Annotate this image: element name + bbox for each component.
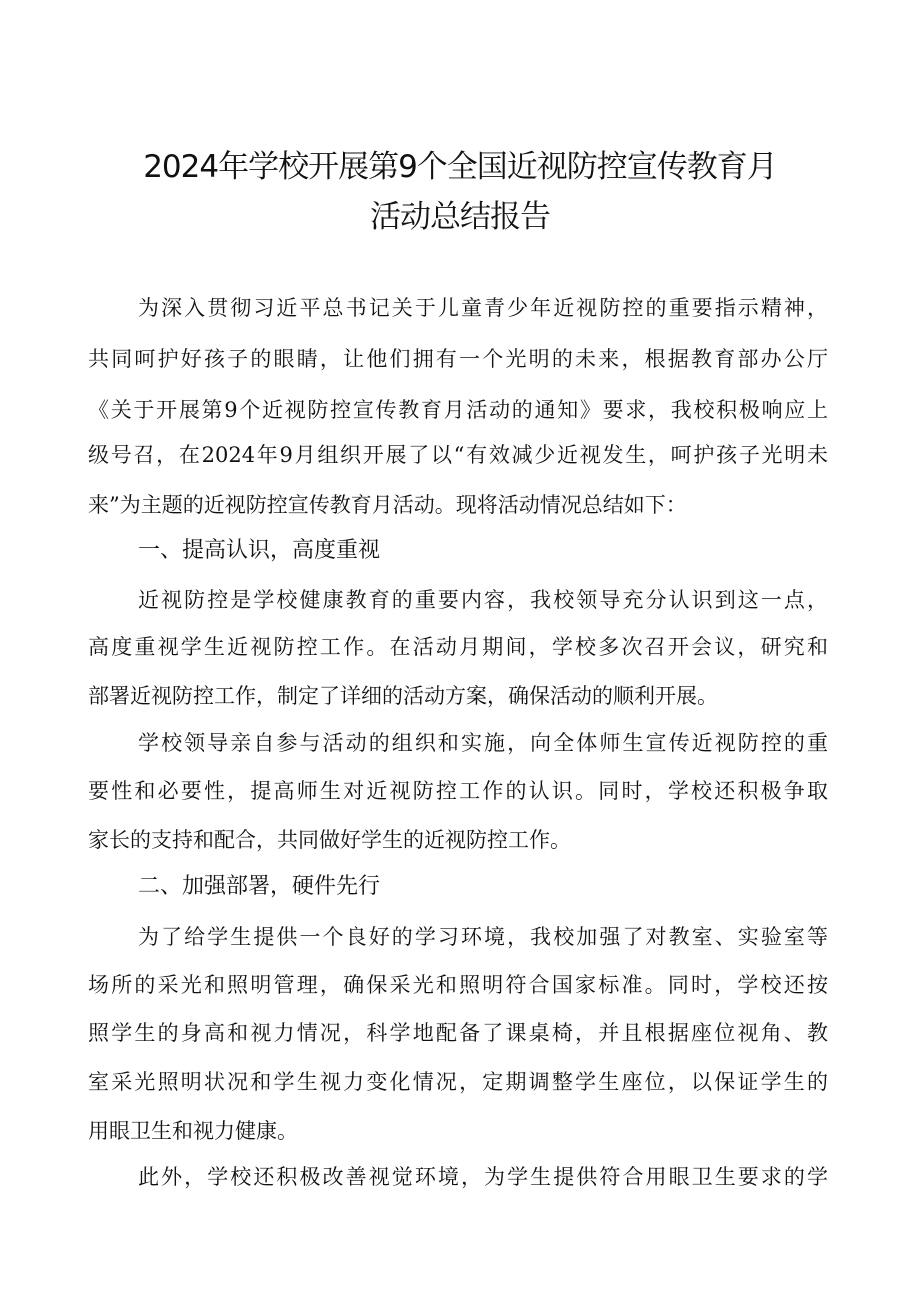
section-1-paragraph-2-line: 家长的支持和配合，共同做好学生的近视防控工作。	[88, 828, 571, 852]
document-title-line-1: 2024年学校开展第9个全国近视防控宣传教育月	[143, 149, 777, 185]
section-1-heading: 一、提高认识，高度重视	[138, 538, 381, 563]
intro-line: 《关于开展第9个近视防控宣传教育月活动的通知》要求，我校积极响应上	[88, 398, 828, 422]
section-2-paragraph-1-line: 为了给学生提供一个良好的学习环境，我校加强了对教室、实验室等	[138, 925, 828, 949]
section-2-paragraph-1-line: 用眼卫生和视力健康。	[88, 1119, 298, 1143]
section-1-paragraph-1-line: 部署近视防控工作，制定了详细的活动方案，确保活动的顺利开展。	[88, 684, 718, 708]
intro-line: 来”为主题的近视防控宣传教育月活动。现将活动情况总结如下：	[88, 493, 687, 517]
section-2-paragraph-1-line: 室采光照明状况和学生视力变化情况，定期调整学生座位，以保证学生的	[88, 1070, 828, 1094]
document-title-line-2: 活动总结报告	[370, 199, 550, 235]
intro-line: 级号召，在2024年9月组织开展了以“有效减少近视发生，呵护孩子光明未	[88, 443, 828, 467]
intro-line: 共同呵护好孩子的眼睛，让他们拥有一个光明的未来，根据教育部办公厅	[88, 347, 828, 371]
section-1-paragraph-1-line: 高度重视学生近视防控工作。在活动月期间，学校多次召开会议，研究和	[88, 635, 828, 659]
section-2-paragraph-1-line: 场所的采光和照明管理，确保采光和照明符合国家标准。同时，学校还按	[88, 973, 828, 997]
intro-line: 为深入贯彻习近平总书记关于儿童青少年近视防控的重要指示精神，	[138, 296, 828, 320]
section-1-paragraph-2-line: 学校领导亲自参与活动的组织和实施，向全体师生宣传近视防控的重	[138, 731, 828, 755]
section-2-heading: 二、加强部署，硬件先行	[138, 874, 381, 899]
section-2-paragraph-1-line: 照学生的身高和视力情况，科学地配备了课桌椅，并且根据座位视角、教	[88, 1021, 828, 1045]
section-1-paragraph-2-line: 要性和必要性，提高师生对近视防控工作的认识。同时，学校还积极争取	[88, 779, 828, 803]
section-1-paragraph-1-line: 近视防控是学校健康教育的重要内容，我校领导充分认识到这一点，	[138, 588, 828, 612]
section-2-paragraph-2-line: 此外，学校还积极改善视觉环境，为学生提供符合用眼卫生要求的学	[138, 1165, 828, 1189]
